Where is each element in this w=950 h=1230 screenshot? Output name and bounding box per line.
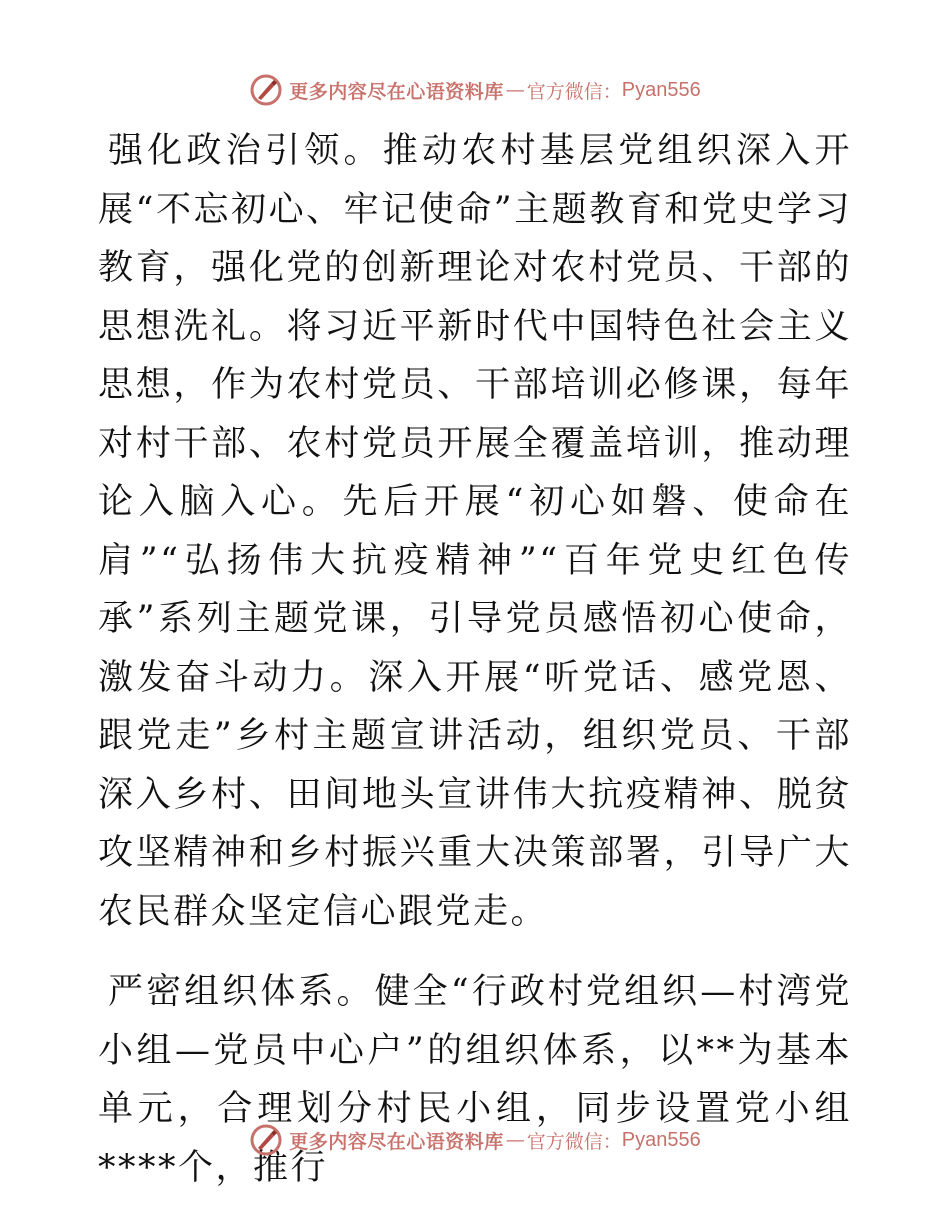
watermark-site-text: 更多内容尽在心语资料库 [289, 1130, 504, 1153]
footer-watermark [0, 1120, 950, 1160]
paragraph-organization-system: 严密组织体系。健全“行政村党组织—村湾党小组—党员中心户”的组织体系，以**为基本单元，合理划分村民小组，同步设置党小组****个，推行 [98, 972, 852, 1188]
watermark-site-text: 更多内容尽在心语资料库 [289, 80, 504, 103]
header-watermark [0, 70, 950, 110]
watermark-dash: — [505, 79, 525, 101]
watermark-wechat-id: Pyan556 [621, 78, 701, 101]
pen-circle-logo-icon [249, 73, 283, 107]
watermark-wechat-label: 官方微信： [526, 80, 622, 103]
document-body [98, 122, 852, 1197]
watermark-wechat-id: Pyan556 [621, 1128, 701, 1151]
paragraph-political-leadership: 强化政治引领。推动农村基层党组织深入开展“不忘初心、牢记使命”主题教育和党史学习教育，强化党的创新理论对农村党员、干部的思想洗礼。将习近平新时代中国特色社会主义思想，作为农村党员、干部培训必修课，每年对村干部、农村党员开展全覆盖培训，推动理论入脑入心。先后开展“初心如磐、使命在肩”“弘扬伟大抗疫精神”“百年党史红色传承”系列主题党课，引导党员感悟初心使命，激发奋斗动力。深入开展“听党话、感党恩、跟党走”乡村主题宣讲活动，组织党员、干部深入乡村、田间地头宣讲伟大抗疫精神、脱贫攻坚精神和乡村振兴重大决策部署，引导广大农民群众坚定信心跟党走。 [98, 131, 852, 932]
watermark-dash: — [505, 1129, 525, 1151]
watermark-wechat-label: 官方微信： [526, 1130, 622, 1153]
pen-circle-logo-icon [249, 1123, 283, 1157]
